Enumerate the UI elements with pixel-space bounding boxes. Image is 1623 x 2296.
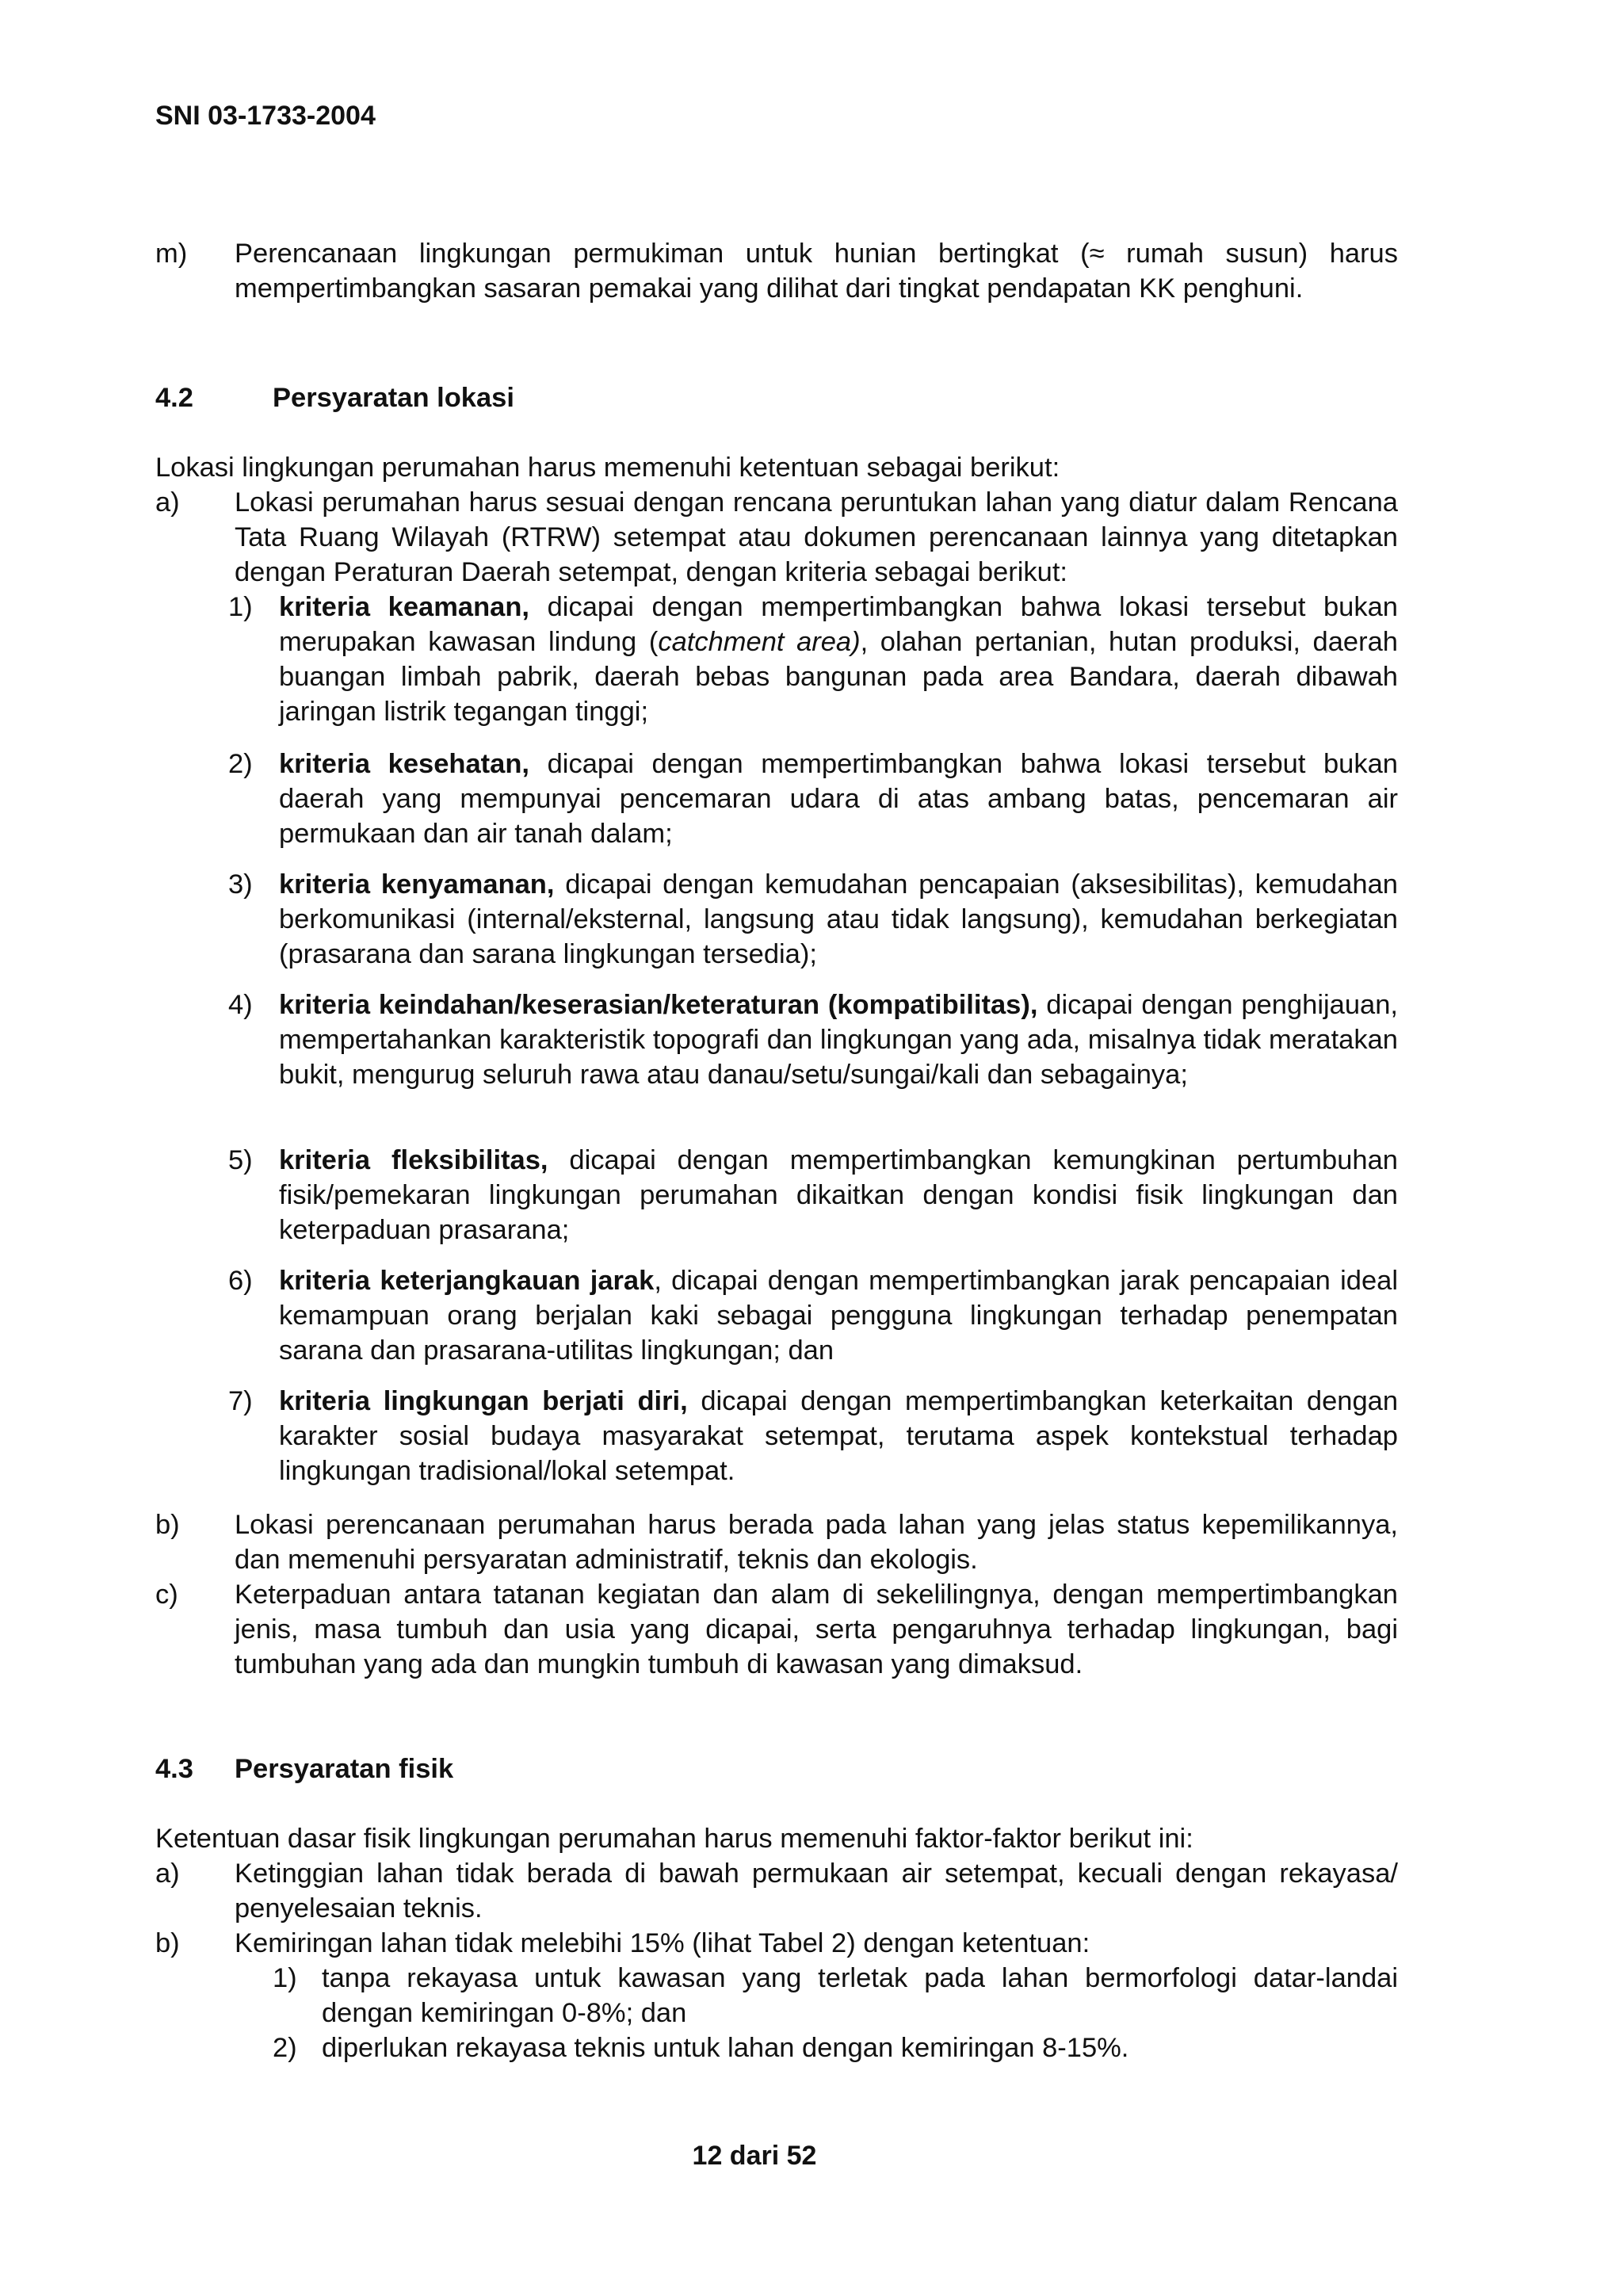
criteria-item-7 [228,1384,1398,1488]
criteria-title: kriteria kenyamanan, [279,869,555,900]
criteria-title: kriteria fleksibilitas, [279,1145,548,1175]
criteria-desc: dicapai dengan mempertimbangkan bahwa lokasi tersebut bukan daerah yang mempunyai pencemaran udara di atas ambang batas, pencemaran air permukaan dan air tanah dalam; [279,749,1398,849]
criteria-text [279,747,1398,851]
criteria-item-1 [228,590,1398,729]
section-title: Persyaratan lokasi [273,383,514,413]
criteria-desc: dicapai dengan kemudahan pencapaian (aksesibilitas), kemudahan berkomunikasi (internal/eksternal, langsung atau tidak langsung), kemudahan berkegiatan (prasarana dan sarana lingkungan tersedia); [279,869,1398,969]
criteria-label: 7) [228,1386,253,1416]
criteria-item-5 [228,1143,1398,1247]
criteria-item-2 [228,747,1398,851]
criteria-text [279,1143,1398,1247]
criteria-item-4 [228,988,1398,1092]
criteria-text [279,1384,1398,1488]
item-label: b) [155,1928,180,1958]
sub-item-label: 2) [273,2033,297,2063]
criteria-item-3 [228,867,1398,972]
criteria-title: kriteria kesehatan, [279,749,530,779]
list-item-m [155,236,1398,306]
criteria-desc: dicapai dengan mempertimbangkan kemungkinan pertumbuhan fisik/pemekaran lingkungan perumahan dikaitkan dengan kondisi fisik lingkungan dan keterpaduan prasarana; [279,1145,1398,1245]
list-item-a [155,1856,1398,1926]
list-item-a [155,485,1398,590]
criteria-text [279,1263,1398,1368]
criteria-item-6 [228,1263,1398,1368]
criteria-label: 4) [228,990,253,1020]
criteria-desc: dicapai dengan mempertimbangkan bahwa lokasi tersebut bukan merupakan kawasan lindung ( [279,592,1398,657]
criteria-title: kriteria keindahan/keserasian/keteraturan (kompatibilitas), [279,990,1038,1020]
sub-item-text: tanpa rekayasa untuk kawasan yang terletak pada lahan bermorfologi datar-landai dengan kemiringan 0-8%; dan [322,1963,1398,2028]
sub-item-text: diperlukan rekayasa teknis untuk lahan dengan kemiringan 8-15%. [322,2033,1129,2063]
criteria-title: kriteria keamanan, [279,592,530,622]
section-heading-4-2 [155,380,514,415]
item-label: c) [155,1580,178,1610]
section-intro: Ketentuan dasar fisik lingkungan perumahan harus memenuhi faktor-faktor berikut ini: [155,1824,1193,1854]
list-item-b [155,1507,1398,1577]
criteria-title: kriteria lingkungan berjati diri, [279,1386,688,1416]
item-text: Keterpaduan antara tatanan kegiatan dan alam di sekelilingnya, dengan mempertimbangkan jenis, masa tumbuh dan usia yang dicapai, serta pengaruhnya terhadap lingkungan, bagi tumbuhan yang ada dan mungkin tumbuh di kawasan yang dimaksud. [235,1580,1398,1679]
document-code: SNI 03-1733-2004 [155,101,376,131]
item-text: Lokasi perencanaan perumahan harus berada pada lahan yang jelas status kepemilikannya, dan memenuhi persyaratan administratif, teknis dan ekologis. [235,1510,1398,1575]
section-title: Persyaratan fisik [235,1754,454,1784]
criteria-desc: dicapai dengan mempertimbangkan keterkaitan dengan karakter sosial budaya masyarakat setempat, terutama aspek kontekstual terhadap lingkungan tradisional/lokal setempat. [279,1386,1399,1486]
section-number: 4.3 [155,1754,193,1784]
item-label: m) [155,239,188,269]
list-item-b [155,1926,1398,1961]
item-text: Lokasi perumahan harus sesuai dengan rencana peruntukan lahan yang diatur dalam Rencana Tata Ruang Wilayah (RTRW) setempat atau dokumen perencanaan lainnya yang ditetapkan dengan Peraturan Daerah setempat, dengan kriteria sebagai berikut: [235,487,1398,587]
item-text: Ketinggian lahan tidak berada di bawah permukaan air setempat, kecuali dengan rekayasa/ penyelesaian teknis. [235,1859,1398,1924]
section-number: 4.2 [155,383,193,413]
criteria-label: 1) [228,592,253,622]
section-intro: Lokasi lingkungan perumahan harus memenuhi ketentuan sebagai berikut: [155,453,1060,483]
criteria-title: kriteria keterjangkauan jarak [279,1266,655,1296]
section-heading-4-3 [155,1752,453,1786]
criteria-desc: dicapai dengan penghijauan, mempertahankan karakteristik topografi dan lingkungan yang ada, misalnya tidak meratakan bukit, mengurug seluruh rawa atau danau/setu/sungai/kali dan sebagainya; [279,990,1398,1090]
criteria-text [279,590,1398,729]
criteria-label: 6) [228,1266,253,1296]
criteria-label: 3) [228,869,253,900]
item-text: Perencanaan lingkungan permukiman untuk hunian bertingkat (≈ rumah susun) harus mempertimbangkan sasaran pemakai yang dilihat dari tingkat pendapatan KK penghuni. [235,239,1398,304]
criteria-label: 5) [228,1145,253,1175]
list-item-c [155,1577,1398,1682]
criteria-text [279,867,1398,972]
sub-item-2 [273,2030,1398,2065]
sub-item-1 [273,1961,1398,2030]
criteria-text [279,988,1398,1092]
sub-item-label: 1) [273,1963,297,1993]
item-label: a) [155,1859,180,1889]
item-text: Kemiringan lahan tidak melebihi 15% (lihat Tabel 2) dengan ketentuan: [235,1928,1090,1958]
criteria-label: 2) [228,749,253,779]
item-label: b) [155,1510,180,1540]
criteria-italic-term: catchment area) [658,627,861,657]
page-number: 12 dari 52 [692,2141,817,2171]
criteria-desc: , dicapai dengan mempertimbangkan jarak pencapaian ideal kemampuan orang berjalan kaki sebagai pengguna lingkungan terhadap penempatan sarana dan prasarana-utilitas lingkungan; dan [279,1266,1398,1366]
criteria-desc-cont: , olahan pertanian, hutan produksi, daerah buangan limbah pabrik, daerah bebas bangunan pada area Bandara, daerah dibawah jaringan listrik tegangan tinggi; [279,627,1398,727]
item-label: a) [155,487,180,518]
